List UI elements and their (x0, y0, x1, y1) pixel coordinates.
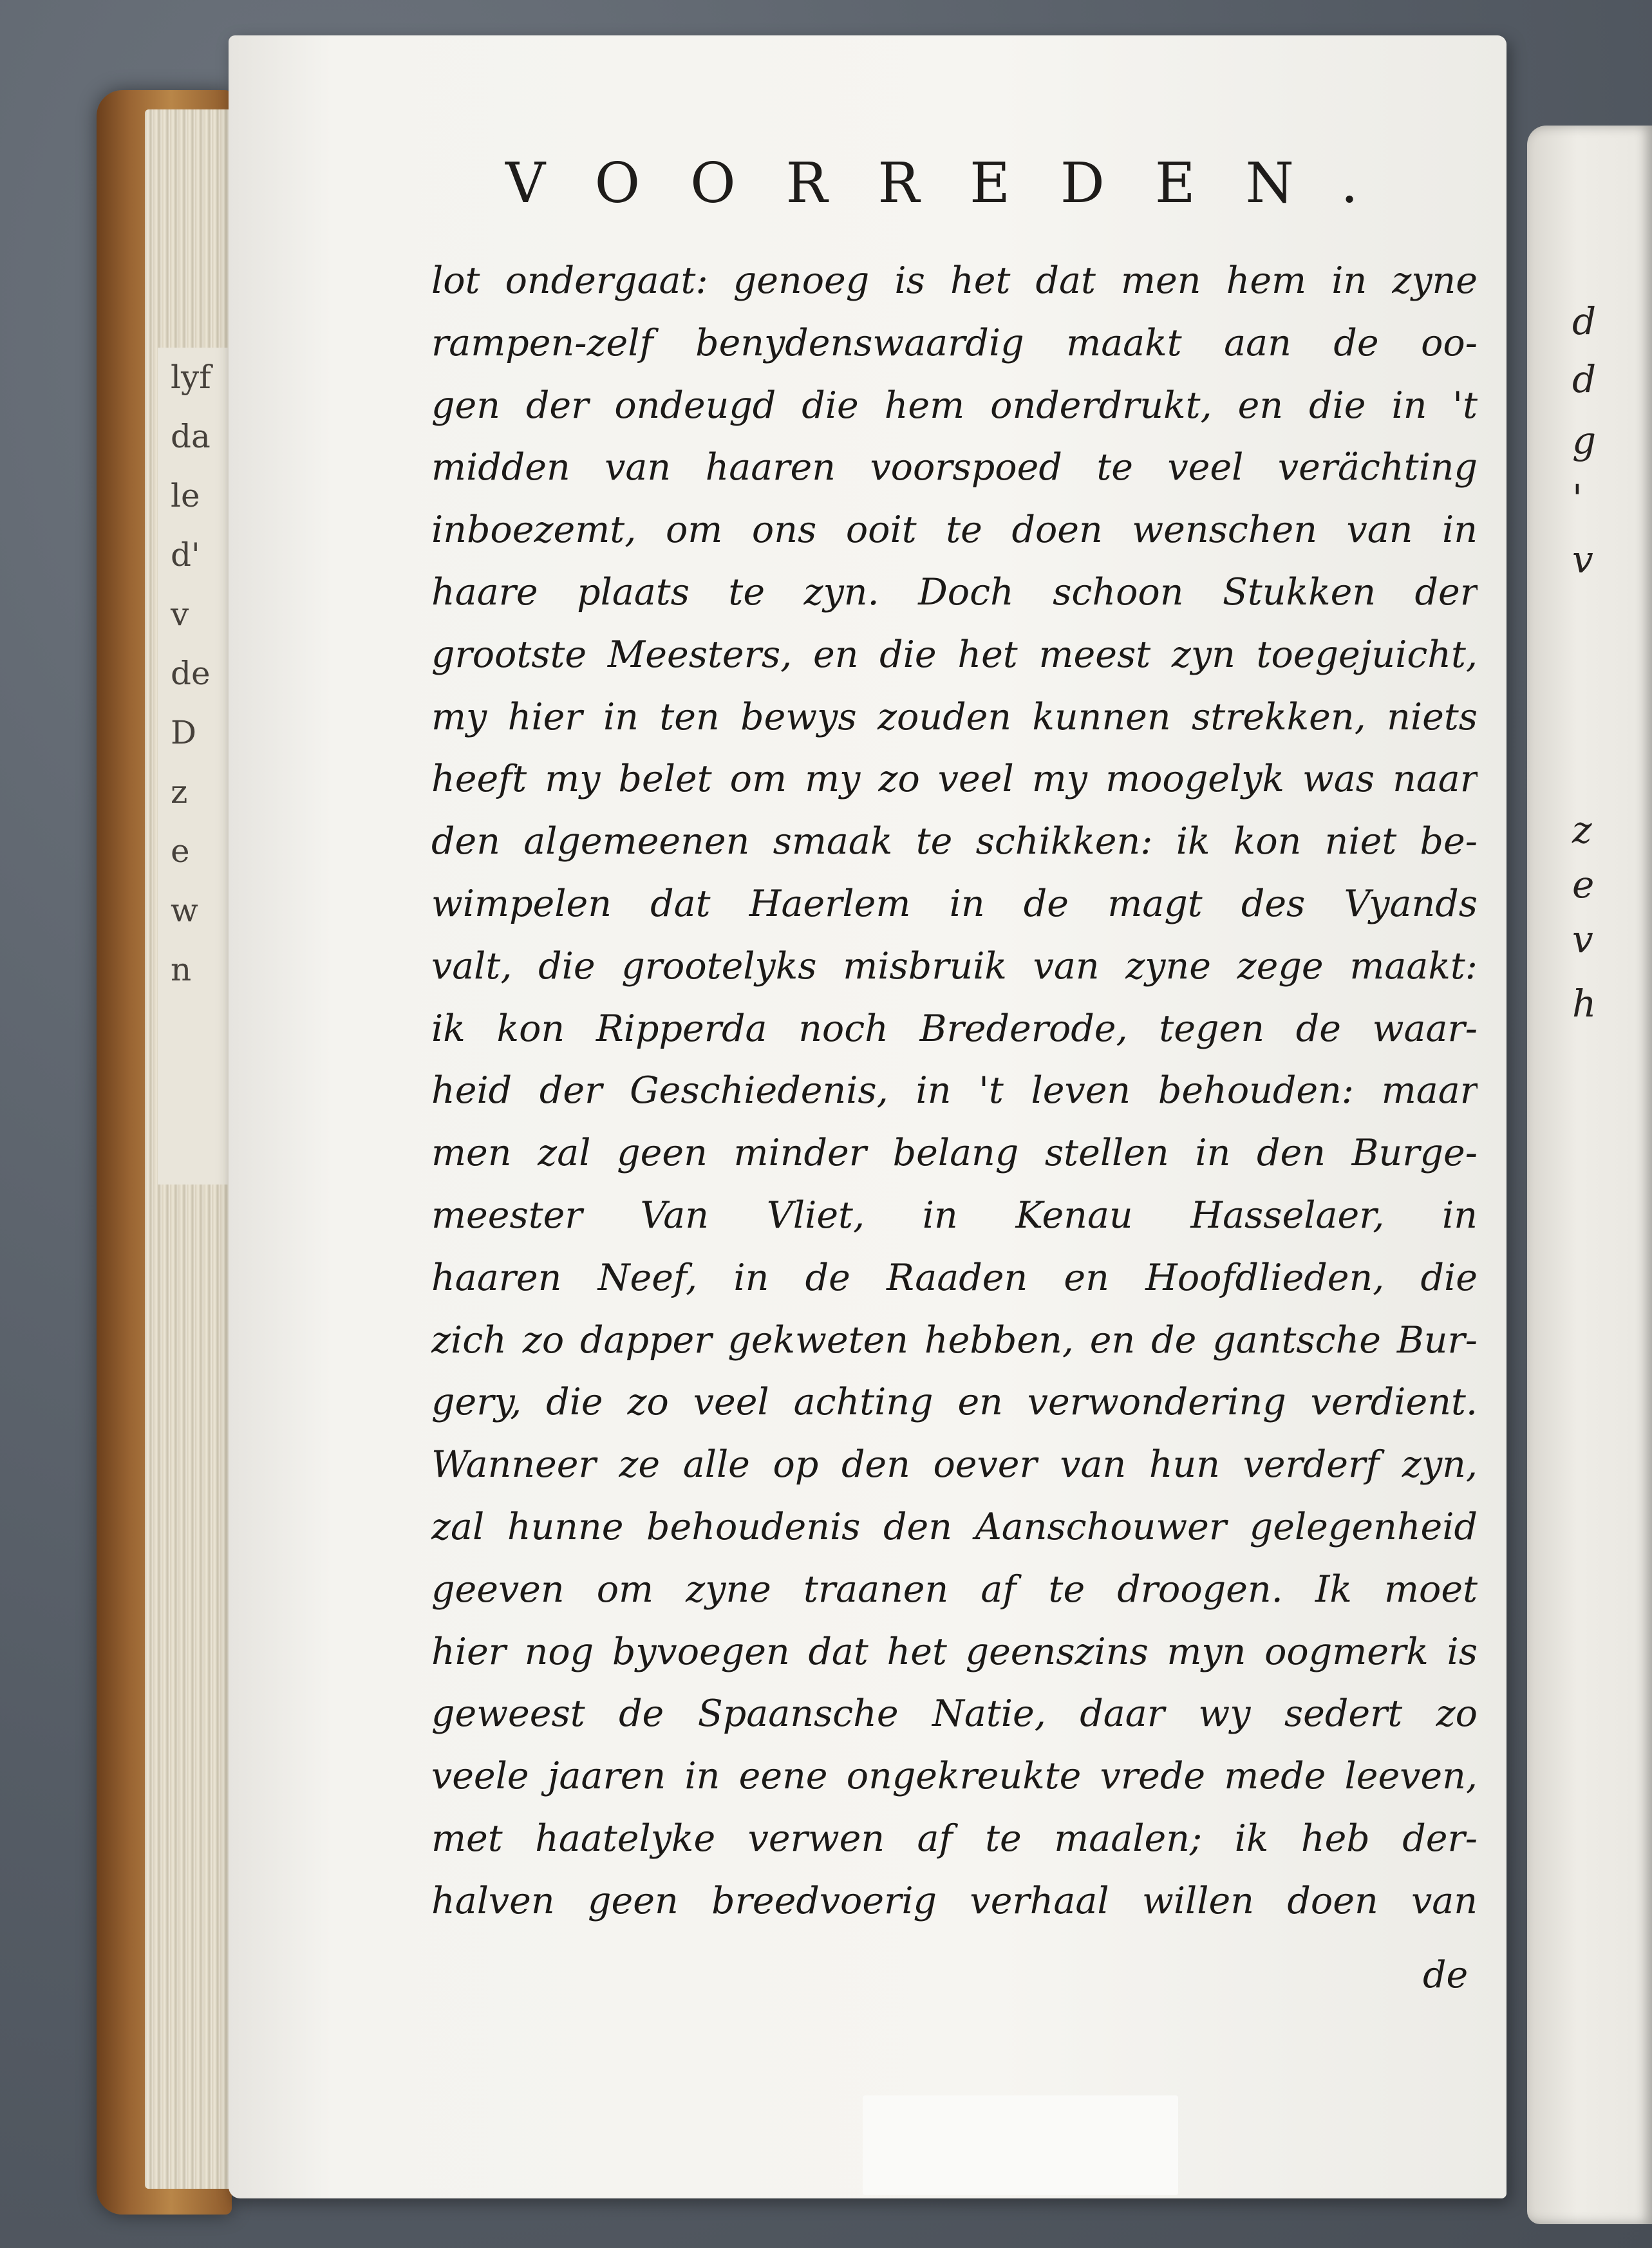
text-line: zal hunne behoudenis den Aanschouwer gelegenheid (431, 1505, 1478, 1548)
text-line: hier nog byvoegen dat het geenszins myn oogmerk is (431, 1630, 1478, 1673)
left-fragment: d' (171, 536, 200, 574)
left-fragment: da (171, 418, 211, 455)
catchword: de (1423, 1954, 1469, 1996)
right-fragment: v (1572, 917, 1593, 961)
text-line: heid der Geschiedenis, in 't leven behouden: maar (431, 1069, 1478, 1112)
text-line: met haatelyke verwen af te maalen; ik heb der- (431, 1817, 1478, 1860)
text-line: Wanneer ze alle op den oever van hun verderf zyn, (431, 1443, 1478, 1486)
text-line: midden van haaren voorspoed te veel verächting (431, 446, 1478, 489)
text-line: halven geen breedvoerig verhaal willen doen van (431, 1879, 1478, 1922)
left-fragment: lyf (171, 359, 211, 396)
text-line: lot ondergaat: genoeg is het dat men hem in zyne (431, 259, 1478, 302)
next-page-fragment (1527, 126, 1652, 2224)
right-fragment: ' (1572, 476, 1582, 520)
text-line: wimpelen dat Haerlem in de magt des Vyands (431, 882, 1478, 925)
left-fragment: n (171, 951, 192, 988)
text-line: haaren Neef, in de Raaden en Hoofdlieden, die (431, 1256, 1478, 1299)
text-line: geweest de Spaansche Natie, daar wy sedert zo (431, 1692, 1478, 1736)
previous-page-fragment (158, 348, 237, 1185)
text-line: den algemeenen smaak te schikken: ik kon niet be- (431, 820, 1478, 863)
text-line: rampen-zelf benydenswaardig maakt aan de oo- (431, 321, 1478, 364)
text-line: meester Van Vliet, in Kenau Hasselaer, in (431, 1194, 1478, 1237)
blank-label (863, 2095, 1178, 2195)
left-fragment: z (171, 773, 188, 810)
right-fragment: h (1572, 982, 1597, 1026)
text-line: heeft my belet om my zo veel my moogelyk was naar (431, 758, 1478, 801)
text-line: gery, die zo veel achting en verwondering verdient. (431, 1381, 1478, 1424)
text-line: valt, die grootelyks misbruik van zyne zege maakt: (431, 944, 1478, 988)
text-line: gen der ondeugd die hem onderdrukt, en die in 't (431, 384, 1478, 427)
text-line: geeven om zyne traanen af te droogen. Ik moet (431, 1568, 1478, 1611)
text-line: ik kon Ripperda noch Brederode, tegen de waar- (431, 1007, 1478, 1050)
right-fragment: z (1572, 808, 1592, 852)
left-fragment: e (171, 832, 190, 870)
left-fragment: v (171, 595, 189, 633)
right-fragment: d (1572, 299, 1597, 343)
text-line: veele jaaren in eene ongekreukte vrede mede leeven, (431, 1755, 1478, 1798)
text-line: grootste Meesters, en die het meest zyn toegejuicht, (431, 633, 1478, 676)
right-fragment: d (1572, 357, 1597, 401)
left-fragment: w (171, 892, 198, 929)
text-line: my hier in ten bewys zouden kunnen strekken, niets (431, 695, 1478, 738)
left-fragment: le (171, 477, 200, 514)
body-text (431, 250, 1478, 1933)
text-line: haare plaats te zyn. Doch schoon Stukken der (431, 570, 1478, 614)
left-fragment: de (171, 655, 211, 692)
right-fragment: e (1572, 863, 1595, 906)
running-head: VOORREDEN. (505, 151, 1409, 216)
left-fragment: D (171, 714, 197, 751)
text-line: inboezemt, om ons ooit te doen wenschen van in (431, 509, 1478, 552)
right-fragment: g (1572, 418, 1597, 462)
right-fragment: v (1572, 538, 1593, 581)
text-line: men zal geen minder belang stellen in den Burge- (431, 1132, 1478, 1175)
text-line: zich zo dapper gekweten hebben, en de gantsche Bur- (431, 1318, 1478, 1362)
